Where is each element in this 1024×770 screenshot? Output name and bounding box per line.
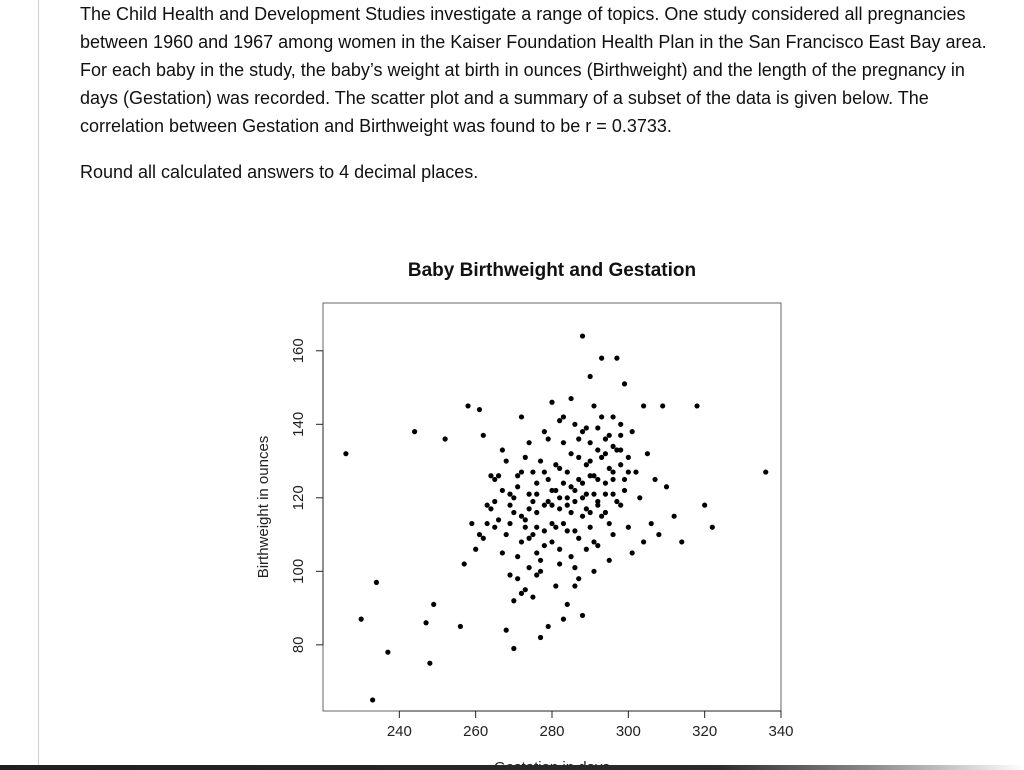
data-point	[530, 499, 535, 504]
data-point	[427, 661, 432, 666]
data-point	[610, 492, 615, 497]
data-point	[641, 403, 646, 408]
data-point	[588, 473, 593, 478]
data-point	[576, 477, 581, 482]
data-point	[485, 503, 490, 508]
data-point	[565, 602, 570, 607]
data-point	[622, 381, 627, 386]
rounding-instruction: Round all calculated answers to 4 decimal places.	[80, 162, 479, 182]
data-point	[645, 451, 650, 456]
data-point	[515, 554, 520, 559]
data-point	[568, 451, 573, 456]
data-point	[580, 613, 585, 618]
data-point	[603, 451, 608, 456]
data-point	[412, 429, 417, 434]
data-point	[530, 469, 535, 474]
data-points	[343, 333, 768, 702]
data-point	[610, 414, 615, 419]
data-point	[565, 528, 570, 533]
data-point	[485, 521, 490, 526]
data-point	[385, 650, 390, 655]
data-point	[568, 396, 573, 401]
data-point	[679, 539, 684, 544]
data-point	[542, 503, 547, 508]
data-point	[504, 628, 509, 633]
data-point	[595, 543, 600, 548]
x-tick-label: 240	[386, 723, 412, 740]
data-point	[672, 514, 677, 519]
x-tick-label: 340	[768, 723, 794, 740]
x-tick-label: 320	[692, 723, 718, 740]
data-point	[610, 469, 615, 474]
data-point	[519, 539, 524, 544]
data-point	[591, 492, 596, 497]
data-point	[538, 569, 543, 574]
data-point	[603, 510, 608, 515]
data-point	[584, 547, 589, 552]
data-point	[618, 422, 623, 427]
data-point	[504, 458, 509, 463]
data-point	[530, 532, 535, 537]
data-point	[702, 503, 707, 508]
data-point	[607, 433, 612, 438]
data-point	[515, 484, 520, 489]
data-point	[549, 400, 554, 405]
data-point	[527, 536, 532, 541]
data-point	[584, 506, 589, 511]
data-point	[534, 572, 539, 577]
data-point	[523, 525, 528, 530]
data-point	[660, 403, 665, 408]
data-point	[492, 525, 497, 530]
data-point	[618, 503, 623, 508]
data-point	[481, 536, 486, 541]
data-point	[576, 436, 581, 441]
data-point	[576, 576, 581, 581]
data-point	[591, 569, 596, 574]
data-point	[580, 333, 585, 338]
data-point	[557, 547, 562, 552]
data-point	[610, 532, 615, 537]
data-point	[546, 624, 551, 629]
data-point	[588, 440, 593, 445]
data-point	[626, 455, 631, 460]
data-point	[504, 532, 509, 537]
data-point	[473, 547, 478, 552]
data-point	[599, 356, 604, 361]
data-point	[477, 407, 482, 412]
data-point	[343, 451, 348, 456]
data-point	[610, 477, 615, 482]
data-point	[568, 510, 573, 515]
data-point	[527, 506, 532, 511]
data-point	[561, 414, 566, 419]
data-point	[618, 433, 623, 438]
data-point	[572, 422, 577, 427]
data-point	[656, 532, 661, 537]
data-point	[534, 481, 539, 486]
data-point	[523, 517, 528, 522]
data-point	[488, 506, 493, 511]
y-tick-label: 80	[289, 636, 307, 654]
page-left-border	[38, 0, 39, 770]
data-point	[633, 469, 638, 474]
data-point	[370, 697, 375, 702]
data-point	[572, 565, 577, 570]
data-point	[511, 510, 516, 515]
data-point	[641, 539, 646, 544]
data-point	[557, 466, 562, 471]
data-point	[763, 469, 768, 474]
data-point	[607, 521, 612, 526]
data-point	[588, 374, 593, 379]
data-point	[694, 403, 699, 408]
data-point	[622, 488, 627, 493]
data-point	[515, 473, 520, 478]
data-point	[572, 528, 577, 533]
y-tick-label: 100	[289, 558, 307, 584]
data-point	[618, 462, 623, 467]
data-point	[519, 514, 524, 519]
data-point	[546, 436, 551, 441]
data-point	[534, 510, 539, 515]
data-point	[523, 587, 528, 592]
data-point	[481, 433, 486, 438]
data-point	[534, 492, 539, 497]
data-point	[561, 617, 566, 622]
data-point	[614, 356, 619, 361]
data-point	[542, 429, 547, 434]
data-point	[534, 550, 539, 555]
data-point	[507, 572, 512, 577]
data-point	[568, 554, 573, 559]
data-point	[496, 517, 501, 522]
data-point	[580, 495, 585, 500]
data-point	[511, 598, 516, 603]
data-point	[549, 503, 554, 508]
data-point	[511, 495, 516, 500]
data-point	[603, 481, 608, 486]
window-bottom-bar	[0, 765, 1024, 770]
data-point	[534, 525, 539, 530]
data-point	[561, 481, 566, 486]
data-point	[565, 503, 570, 508]
data-point	[530, 594, 535, 599]
data-point	[576, 536, 581, 541]
data-point	[527, 440, 532, 445]
data-point	[423, 620, 428, 625]
data-point	[595, 477, 600, 482]
data-point	[664, 484, 669, 489]
data-point	[561, 440, 566, 445]
data-point	[538, 635, 543, 640]
data-point	[618, 447, 623, 452]
data-point	[538, 458, 543, 463]
data-point	[523, 455, 528, 460]
data-point	[584, 425, 589, 430]
question-content	[80, 0, 1000, 186]
data-point	[652, 477, 657, 482]
x-tick-label: 260	[463, 723, 489, 740]
data-point	[507, 492, 512, 497]
data-point	[488, 473, 493, 478]
data-point	[359, 617, 364, 622]
data-point	[519, 591, 524, 596]
data-point	[507, 503, 512, 508]
data-point	[630, 429, 635, 434]
data-point	[557, 495, 562, 500]
data-point	[595, 499, 600, 504]
data-point	[588, 525, 593, 530]
data-point	[580, 514, 585, 519]
y-tick-label: 140	[289, 411, 307, 437]
data-point	[576, 455, 581, 460]
data-point	[431, 602, 436, 607]
data-point	[599, 455, 604, 460]
data-point	[565, 495, 570, 500]
data-point	[519, 469, 524, 474]
data-point	[630, 550, 635, 555]
data-point	[546, 477, 551, 482]
problem-statement: The Child Health and Development Studies investigate a range of topics. One study considered all pregnancies between 1960 and 1967 among women in the Kaiser Foundation Health Plan in the San Francisco East Bay area. For each baby in the study, the baby’s weight at birth in ounces (Birthweight) and the length of the pregnancy in days (Gestation) was recorded. The scatter plot and a summary of a subset of the data is given below. The correlation between Gestation and Birthweight was found to be r = 0.3733.	[80, 4, 987, 136]
data-point	[565, 469, 570, 474]
data-point	[622, 477, 627, 482]
data-point	[549, 539, 554, 544]
data-point	[626, 469, 631, 474]
data-point	[649, 521, 654, 526]
data-point	[542, 543, 547, 548]
data-point	[500, 488, 505, 493]
data-point	[507, 521, 512, 526]
data-point	[515, 576, 520, 581]
data-point	[591, 403, 596, 408]
y-tick-label: 120	[289, 485, 307, 511]
data-point	[542, 469, 547, 474]
data-point	[527, 492, 532, 497]
x-tick-label: 280	[539, 723, 565, 740]
data-point	[458, 624, 463, 629]
data-point	[462, 561, 467, 566]
data-point	[584, 492, 589, 497]
data-point	[595, 447, 600, 452]
data-point	[557, 418, 562, 423]
data-point	[469, 521, 474, 526]
data-point	[603, 436, 608, 441]
data-point	[542, 528, 547, 533]
data-point	[561, 521, 566, 526]
chart-title: Baby Birthweight and Gestation	[407, 260, 697, 281]
data-point	[553, 583, 558, 588]
data-point	[519, 414, 524, 419]
data-point	[599, 414, 604, 419]
data-point	[557, 561, 562, 566]
data-point	[568, 484, 573, 489]
data-point	[546, 499, 551, 504]
data-point	[492, 477, 497, 482]
data-point	[626, 525, 631, 530]
data-point	[553, 462, 558, 467]
data-point	[588, 510, 593, 515]
data-point	[610, 444, 615, 449]
data-point	[500, 550, 505, 555]
data-point	[637, 495, 642, 500]
data-point	[584, 462, 589, 467]
data-point	[614, 499, 619, 504]
data-point	[588, 458, 593, 463]
data-point	[591, 539, 596, 544]
data-point	[599, 514, 604, 519]
data-point	[580, 481, 585, 486]
data-point	[607, 558, 612, 563]
data-point	[374, 580, 379, 585]
data-point	[549, 521, 554, 526]
data-point	[527, 565, 532, 570]
scatter-chart	[240, 250, 800, 770]
data-point	[557, 506, 562, 511]
data-point	[492, 499, 497, 504]
data-point	[511, 646, 516, 651]
data-point	[549, 488, 554, 493]
data-point	[572, 499, 577, 504]
data-point	[607, 466, 612, 471]
data-point	[496, 473, 501, 478]
y-axis-label: Birthweight in ounces	[255, 435, 272, 579]
x-tick-label: 300	[615, 723, 641, 740]
y-axis	[290, 338, 323, 653]
x-axis	[387, 711, 794, 740]
data-point	[580, 429, 585, 434]
data-point	[595, 425, 600, 430]
data-point	[553, 525, 558, 530]
data-point	[572, 583, 577, 588]
data-point	[500, 447, 505, 452]
data-point	[710, 525, 715, 530]
y-tick-label: 160	[289, 338, 307, 364]
data-point	[572, 488, 577, 493]
data-point	[465, 403, 470, 408]
data-point	[538, 558, 543, 563]
data-point	[603, 492, 608, 497]
data-point	[443, 436, 448, 441]
data-point	[477, 532, 482, 537]
